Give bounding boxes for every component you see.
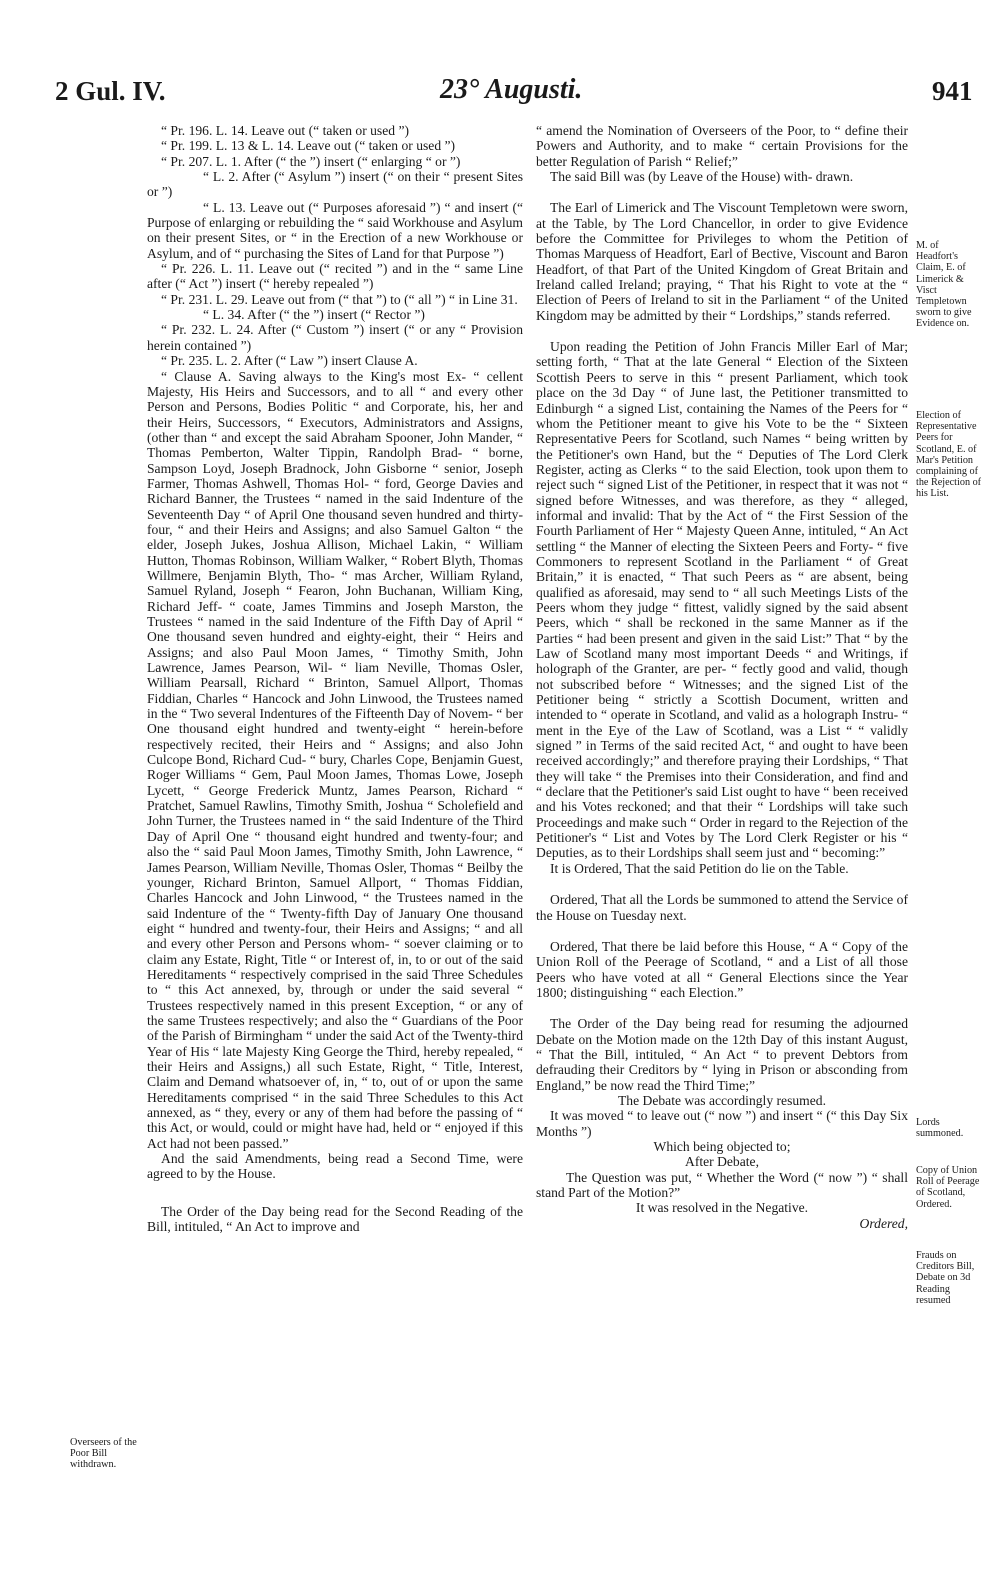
margin-note-union-roll: Copy of Union Roll of Peerage of Scotland, Ordered.	[916, 1165, 980, 1210]
amendment-pr231: “ Pr. 231. L. 29. Leave out from (“ that ”) to (“ all ”) “ in Line 31.	[161, 291, 518, 307]
margin-note-overseers: Overseers of the Poor Bill withdrawn.	[70, 1437, 137, 1471]
amendment-l13: “ L. 13. Leave out (“ Purposes aforesaid ”) “ and insert (“ Purpose of enlarging or rebuilding the “ said Workhouse and Asylum on their present Sites, or “ in the Erection of a new Workhouse or Asylum, and of “ purchasing the Sites of Land for that Purpose ”)	[147, 199, 523, 261]
amendment-l2: “ L. 2. After (“ Asylum ”) insert (“ on their “ present Sites or ”)	[147, 169, 523, 200]
amendment-pr196: “ Pr. 196. L. 14. Leave out (“ taken or used ”)	[161, 123, 410, 138]
clause-a: “ Clause A. Saving always to the King's most Ex- “ cellent Majesty, His Heirs and Successors, and to all “ and every other Person and Persons, Bodies Politic “ and Corporate, his, her and their Heirs, Successors, “ Executors, Administrators and Assigns, (other than “ and except the said Abraham Spooner, John Mander, “ Thomas Pemberton, Walter Tippin, Randolph Brad- “ borne, Sampson Loyd, Joseph Bradnock, John Gisborne “ senior, Joseph Farmer, Thomas Ashwell, Thomas Hol- “ ford, George Davies and Richard Banner, the Trustees “ named in the said Indenture of the Seventeenth Day “ of April One thousand seven hundred and thirty-four, “ and their Heirs and Assigns; and also Samuel Galton “ the elder, Joseph Jukes, Joshua Allison, Michael Lakin, “ William Hutton, Thomas Robinson, William Walker, “ Robert Blyth, Thomas Willmere, Benjamin Blyth, Tho- “ mas Archer, William Ryland, Samuel Ryland, Joseph “ Fearon, John Buchanan, William King, Richard Jeff- “ coate, James Timmins and Joseph Marston, the Trustees “ named in the said Indenture of the Fifth Day of April “ One thousand seven hundred and eighty-eight, their “ Heirs and Assigns; and also Paul Moon James, “ Timothy Smith, John Lawrence, James Pearson, Wil- “ liam Neville, Thomas Osler, William Pearsall, Richard “ Brinton, Samuel Allport, Thomas Fiddian, Charles “ Hancock and John Linwood, the Trustees named in the “ Two several Indentures of the Fifteenth Day of Novem- “ ber One thousand eight hundred and twenty-eight “ herein-before respectively recited, their Heirs and “ Assigns; and also John Culcope Bond, Richard Cud- “ bury, Charles Cope, Benjamin Guest, Roger Williams “ Gem, Paul Moon James, Thomas Lowe, Joseph Lycett, “ George Frederick Muntz, James Pearson, Richard “ Pratchet, Samuel Rawlins, Timothy Smith, Joshua “ Scholefield and John Turner, the Trustees named in “ the said Indenture of the Third Day of April One “ thousand eight hundred and twenty-four; and also the “ said Paul Moon James, Timothy Smith, John Lawrence, “ James Pearson, William Neville, Thomas Osler, Thomas “ Beilby the younger, Richard Brinton, Samuel Allport, “ Thomas Fiddian, Charles Hancock and John Linwood, “ the Trustees named in the said Indenture of the “ Twenty-fifth Day of January One thousand eight “ hundred and twenty-four, their Heirs and Assigns; “ and all and every other Person and Persons whom- “ soever claiming or to claim any Estate, Right, Title “ or Interest of, in, to or out of the said Hereditaments “ respectively comprised in the said Three Schedules to “ this Act annexed, by, through or under the said several “ Trustees respectively named in this present Exception, “ or any of the same Trustees respectively; and also the “ Guardians of the Poor of the Parish of Birmingham “ under the said Act of the Twenty-third Year of His “ late Majesty King George the Third, hereby repealed, “ their Heirs and Assigns,) all such Estate, Right, “ Title, Interest, Claim and Demand whatsoever of, in, “ to, out of or upon the same Hereditaments comprised “ in the said Three Schedules to this Act annexed, as “ they, every or any of them had before the passing of “ this Act, or would, could or might have had, held or “ enjoyed if this Act had not been passed.”	[147, 368, 523, 1151]
overseers-bill-order: The Order of the Day being read for the Second Reading of the Bill, intituled, “ An Act to improve and	[147, 1203, 523, 1235]
amendment-pr207: “ Pr. 207. L. 1. After (“ the ”) insert (“ enlarging “ or ”)	[161, 153, 461, 169]
frauds-debate-entry: The Order of the Day being read for resuming the adjourned Debate on the Motion made on the 12th Day of this instant August, “ That the Bill, intituled, “ An Act “ to prevent Debtors from defrauding their Creditors by “ lying in Prison or absconding from England,” be now read the Third Time;”	[536, 1016, 908, 1093]
right-column	[536, 123, 908, 1231]
amendment-pr226: “ Pr. 226. L. 11. Leave out (“ recited ”) and in the “ same Line after (“ Act ”) insert (“ hereby repealed ”)	[147, 261, 523, 292]
catchword-ordered: Ordered,	[859, 1215, 908, 1231]
amendment-l34: “ L. 34. After (“ the ”) insert (“ Rector ”)	[203, 307, 425, 323]
headfort-claim-entry: The Earl of Limerick and The Viscount Templetown were sworn, at the Table, by The Lord Chancellor, in order to give Evidence before the Committee for Privileges to whom the Petition of Thomas Marquess of Headfort, Earl of Bective, Viscount and Baron Headfort, of that Part of the United Kingdom of Great Britain and Ireland called Ireland; praying, “ That his Right to vote at the “ Election of Peers of Ireland to sit in the Parliament “ of the United Kingdom may be admitted by their “ Lordships,” stands referred.	[536, 200, 908, 323]
amendment-pr232: “ Pr. 232. L. 24. After (“ Custom ”) insert (“ or any “ Provision herein contained ”)	[147, 322, 523, 353]
margin-note-mar: Election of Representative Peers for Scotland, E. of Mar's Petition complaining of the Rejection of his List.	[916, 410, 982, 500]
bill-withdrawn: The said Bill was (by Leave of the House) with- drawn.	[550, 169, 854, 185]
margin-note-frauds: Frauds on Creditors Bill, Debate on 3d Reading resumed	[916, 1250, 975, 1306]
petition-lie-on-table: It is Ordered, That the said Petition do lie on the Table.	[550, 860, 849, 876]
resolved-negative: It was resolved in the Negative.	[635, 1200, 809, 1216]
page-number: 941	[932, 76, 973, 106]
debate-resumed: The Debate was accordingly resumed.	[618, 1092, 826, 1108]
amendments-agreed: And the said Amendments, being read a Second Time, were agreed to by the House.	[147, 1151, 523, 1182]
objected-to: Which being objected to;	[653, 1138, 791, 1154]
overseers-bill-title: “ amend the Nomination of Overseers of the Poor, to “ define their Powers and Authority, and to make “ certain Provisions for the better Regulation of Parish “ Relief;”	[536, 123, 908, 169]
left-column	[147, 123, 523, 1234]
page-header	[0, 62, 992, 112]
motion-leave-out: It was moved “ to leave out (“ now ”) and insert “ (“ this Day Six Months ”)	[536, 1108, 908, 1139]
margin-note-headfort: M. of Headfort's Claim, E. of Limerick & Visct Templetown sworn to give Evidence on.	[916, 240, 972, 330]
union-roll-entry: Ordered, That there be laid before this House, “ A “ Copy of the Union Roll of the Peerage of Scotland, “ and a List of all those Peers who have voted at all “ General Elections since the Year 1800; distinguishing “ each Election.”	[536, 938, 908, 1000]
regnal-year: 2 Gul. IV.	[55, 76, 166, 106]
amendment-pr235: “ Pr. 235. L. 2. After (“ Law ”) insert Clause A.	[161, 353, 418, 369]
page-date: 23° Augusti.	[440, 74, 583, 105]
after-debate: After Debate,	[685, 1154, 759, 1170]
amendment-pr199: “ Pr. 199. L. 13 & L. 14. Leave out (“ taken or used ”)	[161, 138, 456, 154]
lords-summoned-entry: Ordered, That all the Lords be summoned to attend the Service of the House on Tuesday next.	[536, 892, 908, 923]
question-put: The Question was put, “ Whether the Word (“ now ”) “ shall stand Part of the Motion?”	[536, 1169, 908, 1200]
margin-note-lords: Lords summoned.	[916, 1117, 964, 1140]
mar-petition-entry: Upon reading the Petition of John Francis Miller Earl of Mar; setting forth, “ That at the late General “ Election of the Sixteen Scottish Peers to serve in this “ present Parliament, which took place on the 3d Day “ of June last, the Petitioner transmitted to Edinburgh “ a signed List, containing the Names of the Peers for “ whom the Petitioner meant to give his Vote to be the “ Sixteen Representative Peers for Scotland, such Names “ being written by the Petitioner's own Hand, but the “ Deputies of The Lord Clerk Register, acting as Clerks “ to the said Election, took upon them to reject such “ signed List of the Petitioner, in respect that it was not “ signed before Witnesses, and was therefore, as they “ alleged, informal and invalid: That by the Act of “ the First Session of the Fourth Parliament of Her “ Majesty Queen Anne, intituled, “ An Act settling “ the Manner of electing the Sixteen Peers and Forty- “ five Commoners to represent Scotland in the Parliament “ of Great Britain,” it is enacted, “ That such Peers as “ are absent, being qualified as aforesaid, may send to “ all such Meetings Lists of the Peers whom they judge “ fittest, validly signed by the said absent Peers, which “ shall be reckoned in the same Manner as if the Parties “ had been present and given in the said List:” That “ by the Law of Scotland many most important Deeds “ and Writings, if holograph of the Granter, are per- “ fectly good and valid, though not subscribed before “ Witnesses; and the signed List of the Petitioner being “ strictly a Scottish Document, written and intended to “ operate in Scotland, and valid as a holograph Instru- “ ment in the Eye of the Law of Scotland, was a List “ “ validly signed ” in Terms of the said recited Act, “ and ought to have been received accordingly;” and therefore praying their Lordships, “ That they will take “ the Premises into their Consideration, and find and “ declare that the Petitioner's said List ought to have “ been received and his Votes reckoned; and that their “ Lordships will take such Proceedings and make such “ Order in regard to the Rejection of the Petitioner's “ List and Votes by The Lord Clerk Register or his “ Deputies, as to their Lordships shall seem just and “ becoming:”	[536, 339, 908, 861]
